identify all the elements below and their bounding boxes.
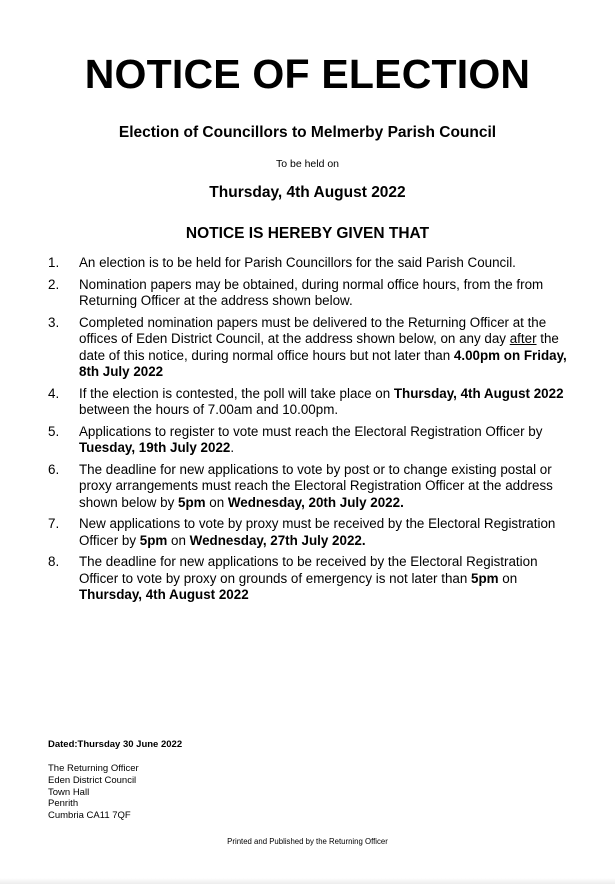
item-text-run: The deadline for new applications to vote by post or to change existing postal or proxy arrangements must reach the Electoral Registration Officer at the address shown below by [79,461,553,510]
item-text-bold: Wednesday, 27th July 2022. [189,532,366,548]
item-text-run: New applications to vote by proxy must be received by the Electoral Registration Officer by [79,516,556,548]
item-text [79,386,564,418]
item-number: 5. [48,423,60,439]
item-text-bold: 4.00pm on Friday, 8th July 2022 [79,347,567,379]
item-number: 1. [48,255,60,270]
item-text-run: If the election is contested, the poll will take place on [79,385,394,401]
item-text [79,554,538,602]
address-line: Penrith [48,798,79,810]
returning-officer-address [48,763,139,822]
notice-item-2 [48,277,568,310]
item-text-bold: Thursday, 4th August 2022 [79,587,249,602]
item-text [79,516,555,548]
item-number: 3. [48,314,60,330]
notice-item-6 [48,462,568,512]
notice-item-8 [48,554,568,604]
item-text-run: An election is to be held for Parish Councillors for the said Parish Council. [79,255,516,270]
notice-item-1 [48,255,568,272]
notice-items-list [48,255,568,609]
printed-by-footer: Printed and Published by the Returning Officer [227,837,388,846]
dated-line: Dated:Thursday 30 June 2022 [48,739,183,750]
item-text [79,315,567,380]
item-text-bold: 5pm [178,494,206,510]
item-text-bold: 5pm [471,570,499,586]
item-text-run: Applications to register to vote must reach the Electoral Registration Officer by [79,423,543,439]
election-date: Thursday, 4th August 2022 [209,184,406,201]
item-text-bold: Tuesday, 19th July 2022 [79,440,231,455]
item-number: 4. [48,385,60,401]
notice-item-4 [48,386,568,419]
item-text [79,255,516,270]
election-subtitle: Election of Councillors to Melmerby Parish Council [118,124,497,141]
item-text [79,277,543,309]
address-line: The Returning Officer [48,763,139,774]
item-number: 7. [48,516,60,531]
notice-title: NOTICE OF ELECTION [84,51,531,97]
item-number: 8. [48,554,60,569]
item-number: 6. [48,461,60,477]
item-text [79,424,542,456]
item-text-run: Nomination papers may be obtained, during normal office hours, from the from Returning Officer at the address shown below. [79,276,544,308]
item-text-bold: 5pm [139,532,168,548]
item-text-run: . [230,440,235,455]
held-label: To be held on [275,158,340,170]
address-line: Town Hall [48,786,90,798]
item-text-underline: after [509,331,537,346]
notice-item-7 [48,516,568,549]
item-text-run: Completed nomination papers must be delivered to the Returning Officer at the offices of Eden District Council, at the address shown below, on any day [79,314,547,346]
address-line: Cumbria CA11 7QF [48,810,131,822]
item-text-bold: Wednesday, 20th July 2022. [227,494,404,510]
notice-item-3 [48,315,568,381]
notice-item-5 [48,424,568,457]
item-text-run: on [167,532,190,548]
notice-given-heading: NOTICE IS HEREBY GIVEN THAT [185,225,430,242]
page-bottom-edge [0,878,615,884]
item-text-run: on [205,494,228,510]
item-text-bold: Thursday, 4th August 2022 [393,385,564,401]
item-text-run: the date of this notice, during normal office hours but not later than [79,331,559,363]
item-number: 2. [48,276,60,292]
item-text-run: between the hours of 7.00am and 10.00pm. [79,402,339,417]
item-text [79,462,553,510]
address-line: Eden District Council [48,774,137,786]
item-text-run: The deadline for new applications to be received by the Electoral Registration Officer to vote by proxy on grounds of emergency is not later than [79,554,538,586]
item-text-run: on [498,570,518,586]
